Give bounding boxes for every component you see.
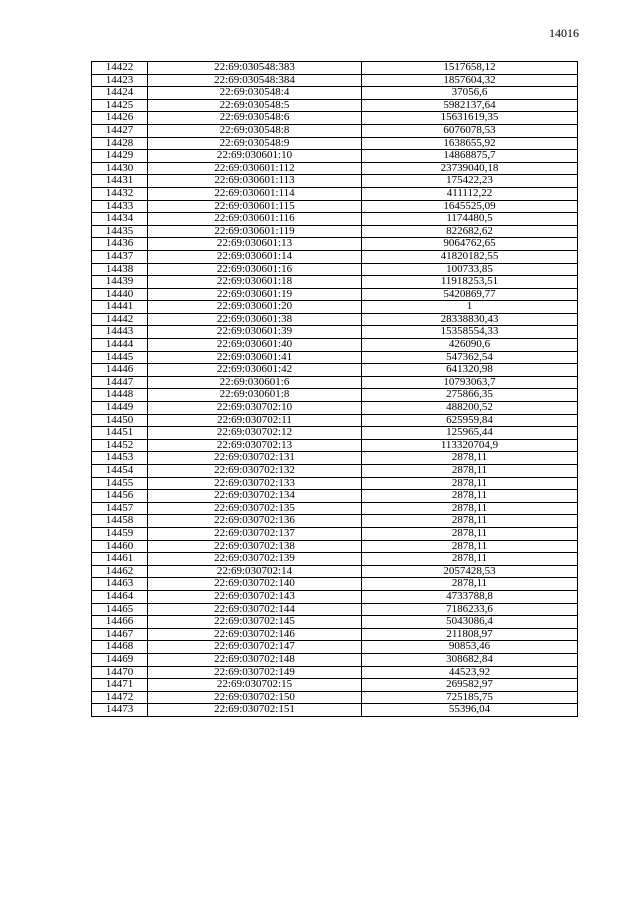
table-row: [92, 527, 578, 540]
table-body: [92, 62, 578, 717]
value-cell: 2878,11: [362, 490, 578, 503]
row-number-cell: 14428: [92, 137, 148, 150]
row-number-cell: 14470: [92, 666, 148, 679]
cadastral-number-cell: 22:69:030702:147: [148, 641, 362, 654]
value-cell: 308682,84: [362, 653, 578, 666]
row-number-cell: 14467: [92, 628, 148, 641]
cadastral-number-cell: 22:69:030601:10: [148, 150, 362, 163]
row-number-cell: 14457: [92, 502, 148, 515]
table-row: [92, 339, 578, 352]
cadastral-number-cell: 22:69:030601:38: [148, 313, 362, 326]
cadastral-number-cell: 22:69:030702:148: [148, 653, 362, 666]
cadastral-number-cell: 22:69:030702:136: [148, 515, 362, 528]
value-cell: 44523,92: [362, 666, 578, 679]
cadastral-number-cell: 22:69:030702:146: [148, 628, 362, 641]
value-cell: 2878,11: [362, 527, 578, 540]
cadastral-number-cell: 22:69:030548:6: [148, 112, 362, 125]
table-row: [92, 515, 578, 528]
table-row: [92, 616, 578, 629]
table-row: [92, 477, 578, 490]
value-cell: 15358554,33: [362, 326, 578, 339]
row-number-cell: 14449: [92, 402, 148, 415]
cadastral-number-cell: 22:69:030601:6: [148, 376, 362, 389]
value-cell: 10793063,7: [362, 376, 578, 389]
table-row: [92, 301, 578, 314]
row-number-cell: 14456: [92, 490, 148, 503]
table-row: [92, 452, 578, 465]
row-number-cell: 14426: [92, 112, 148, 125]
cadastral-number-cell: 22:69:030601:14: [148, 250, 362, 263]
cadastral-number-cell: 22:69:030601:116: [148, 213, 362, 226]
row-number-cell: 14448: [92, 389, 148, 402]
cadastral-number-cell: 22:69:030601:39: [148, 326, 362, 339]
value-cell: 175422,23: [362, 175, 578, 188]
value-cell: 9064762,65: [362, 238, 578, 251]
table-row: [92, 704, 578, 717]
table-row: [92, 351, 578, 364]
table-row: [92, 187, 578, 200]
table-row: [92, 691, 578, 704]
cadastral-number-cell: 22:69:030702:15: [148, 679, 362, 692]
cadastral-number-cell: 22:69:030702:150: [148, 691, 362, 704]
row-number-cell: 14451: [92, 427, 148, 440]
value-cell: 41820182,55: [362, 250, 578, 263]
table-row: [92, 679, 578, 692]
table-row: [92, 653, 578, 666]
row-number-cell: 14453: [92, 452, 148, 465]
table-row: [92, 364, 578, 377]
table-row: [92, 565, 578, 578]
row-number-cell: 14424: [92, 87, 148, 100]
cadastral-number-cell: 22:69:030601:42: [148, 364, 362, 377]
cadastral-number-cell: 22:69:030601:8: [148, 389, 362, 402]
table-row: [92, 553, 578, 566]
row-number-cell: 14471: [92, 679, 148, 692]
cadastral-number-cell: 22:69:030601:18: [148, 276, 362, 289]
table-row: [92, 200, 578, 213]
cadastral-number-cell: 22:69:030601:16: [148, 263, 362, 276]
value-cell: 1517658,12: [362, 62, 578, 75]
cadastral-number-cell: 22:69:030702:134: [148, 490, 362, 503]
cadastral-number-cell: 22:69:030702:131: [148, 452, 362, 465]
row-number-cell: 14445: [92, 351, 148, 364]
table-row: [92, 263, 578, 276]
value-cell: 2057428,53: [362, 565, 578, 578]
cadastral-number-cell: 22:69:030702:133: [148, 477, 362, 490]
cadastral-number-cell: 22:69:030601:13: [148, 238, 362, 251]
cadastral-number-cell: 22:69:030601:119: [148, 225, 362, 238]
cadastral-number-cell: 22:69:030702:151: [148, 704, 362, 717]
table-row: [92, 99, 578, 112]
value-cell: 14868875,7: [362, 150, 578, 163]
value-cell: 211808,97: [362, 628, 578, 641]
table-row: [92, 62, 578, 75]
value-cell: 55396,04: [362, 704, 578, 717]
value-cell: 488200,52: [362, 402, 578, 415]
cadastral-number-cell: 22:69:030601:41: [148, 351, 362, 364]
row-number-cell: 14439: [92, 276, 148, 289]
cadastral-number-cell: 22:69:030601:115: [148, 200, 362, 213]
value-cell: 2878,11: [362, 515, 578, 528]
value-cell: 6076078,53: [362, 124, 578, 137]
row-number-cell: 14464: [92, 590, 148, 603]
cadastral-number-cell: 22:69:030702:10: [148, 402, 362, 415]
value-cell: 4733788,8: [362, 590, 578, 603]
value-cell: 5982137,64: [362, 99, 578, 112]
table-row: [92, 603, 578, 616]
row-number-cell: 14442: [92, 313, 148, 326]
cadastral-number-cell: 22:69:030702:145: [148, 616, 362, 629]
value-cell: 90853,46: [362, 641, 578, 654]
cadastral-number-cell: 22:69:030702:139: [148, 553, 362, 566]
row-number-cell: 14461: [92, 553, 148, 566]
value-cell: 2878,11: [362, 477, 578, 490]
cadastral-number-cell: 22:69:030702:14: [148, 565, 362, 578]
row-number-cell: 14469: [92, 653, 148, 666]
value-cell: 2878,11: [362, 452, 578, 465]
cadastral-number-cell: 22:69:030702:132: [148, 465, 362, 478]
table-row: [92, 414, 578, 427]
value-cell: 2878,11: [362, 578, 578, 591]
table-row: [92, 326, 578, 339]
row-number-cell: 14422: [92, 62, 148, 75]
cadastral-number-cell: 22:69:030702:11: [148, 414, 362, 427]
value-cell: 125965,44: [362, 427, 578, 440]
row-number-cell: 14473: [92, 704, 148, 717]
table-row: [92, 490, 578, 503]
value-cell: 28338830,43: [362, 313, 578, 326]
table-row: [92, 628, 578, 641]
value-cell: 2878,11: [362, 465, 578, 478]
row-number-cell: 14443: [92, 326, 148, 339]
value-cell: 1174480,5: [362, 213, 578, 226]
page-number: 14016: [549, 26, 579, 40]
table-row: [92, 124, 578, 137]
value-cell: 725185,75: [362, 691, 578, 704]
value-cell: 641320,98: [362, 364, 578, 377]
cadastral-number-cell: 22:69:030702:135: [148, 502, 362, 515]
row-number-cell: 14450: [92, 414, 148, 427]
row-number-cell: 14431: [92, 175, 148, 188]
cadastral-number-cell: 22:69:030702:13: [148, 439, 362, 452]
row-number-cell: 14465: [92, 603, 148, 616]
row-number-cell: 14446: [92, 364, 148, 377]
table-row: [92, 213, 578, 226]
cadastral-number-cell: 22:69:030548:8: [148, 124, 362, 137]
cadastral-number-cell: 22:69:030548:9: [148, 137, 362, 150]
table-row: [92, 389, 578, 402]
row-number-cell: 14468: [92, 641, 148, 654]
cadastral-number-cell: 22:69:030702:137: [148, 527, 362, 540]
cadastral-number-cell: 22:69:030702:144: [148, 603, 362, 616]
cadastral-number-cell: 22:69:030601:112: [148, 162, 362, 175]
value-cell: 547362,54: [362, 351, 578, 364]
table-row: [92, 578, 578, 591]
cadastral-number-cell: 22:69:030548:384: [148, 74, 362, 87]
table-row: [92, 402, 578, 415]
row-number-cell: 14447: [92, 376, 148, 389]
row-number-cell: 14459: [92, 527, 148, 540]
row-number-cell: 14460: [92, 540, 148, 553]
value-cell: 5420869,77: [362, 288, 578, 301]
cadastral-number-cell: 22:69:030548:383: [148, 62, 362, 75]
table-row: [92, 540, 578, 553]
cadastral-number-cell: 22:69:030702:140: [148, 578, 362, 591]
value-cell: 625959,84: [362, 414, 578, 427]
table-row: [92, 590, 578, 603]
row-number-cell: 14440: [92, 288, 148, 301]
table-row: [92, 150, 578, 163]
row-number-cell: 14427: [92, 124, 148, 137]
row-number-cell: 14466: [92, 616, 148, 629]
cadastral-number-cell: 22:69:030601:113: [148, 175, 362, 188]
table-row: [92, 465, 578, 478]
table-row: [92, 439, 578, 452]
row-number-cell: 14472: [92, 691, 148, 704]
cadastral-number-cell: 22:69:030702:138: [148, 540, 362, 553]
table-row: [92, 74, 578, 87]
row-number-cell: 14455: [92, 477, 148, 490]
cadastral-number-cell: 22:69:030548:5: [148, 99, 362, 112]
value-cell: 100733,85: [362, 263, 578, 276]
cadastral-number-cell: 22:69:030548:4: [148, 87, 362, 100]
cadastral-number-cell: 22:69:030702:149: [148, 666, 362, 679]
row-number-cell: 14454: [92, 465, 148, 478]
row-number-cell: 14429: [92, 150, 148, 163]
table-row: [92, 175, 578, 188]
value-cell: 5043086,4: [362, 616, 578, 629]
row-number-cell: 14425: [92, 99, 148, 112]
row-number-cell: 14430: [92, 162, 148, 175]
row-number-cell: 14432: [92, 187, 148, 200]
value-cell: 2878,11: [362, 502, 578, 515]
value-cell: 2878,11: [362, 553, 578, 566]
row-number-cell: 14436: [92, 238, 148, 251]
row-number-cell: 14458: [92, 515, 148, 528]
value-cell: 1857604,32: [362, 74, 578, 87]
table-row: [92, 666, 578, 679]
table-row: [92, 376, 578, 389]
value-cell: 1638655,92: [362, 137, 578, 150]
row-number-cell: 14462: [92, 565, 148, 578]
value-cell: 411112,22: [362, 187, 578, 200]
table-row: [92, 313, 578, 326]
value-cell: 113320704,9: [362, 439, 578, 452]
value-cell: 426090,6: [362, 339, 578, 352]
value-cell: 37056,6: [362, 87, 578, 100]
table-row: [92, 87, 578, 100]
row-number-cell: 14452: [92, 439, 148, 452]
row-number-cell: 14423: [92, 74, 148, 87]
cadastral-number-cell: 22:69:030601:40: [148, 339, 362, 352]
cadastral-number-cell: 22:69:030601:20: [148, 301, 362, 314]
value-cell: 7186233,6: [362, 603, 578, 616]
table-row: [92, 225, 578, 238]
value-cell: 15631619,35: [362, 112, 578, 125]
table-row: [92, 250, 578, 263]
value-cell: 822682,62: [362, 225, 578, 238]
cadastral-number-cell: 22:69:030601:19: [148, 288, 362, 301]
value-cell: 1: [362, 301, 578, 314]
row-number-cell: 14438: [92, 263, 148, 276]
table-row: [92, 112, 578, 125]
row-number-cell: 14435: [92, 225, 148, 238]
row-number-cell: 14437: [92, 250, 148, 263]
table-row: [92, 162, 578, 175]
cadastral-number-cell: 22:69:030702:12: [148, 427, 362, 440]
table-row: [92, 238, 578, 251]
table-row: [92, 641, 578, 654]
cadastral-number-cell: 22:69:030702:143: [148, 590, 362, 603]
value-cell: 275866,35: [362, 389, 578, 402]
cadastral-value-table: [91, 61, 578, 717]
row-number-cell: 14433: [92, 200, 148, 213]
cadastral-number-cell: 22:69:030601:114: [148, 187, 362, 200]
value-cell: 23739040,18: [362, 162, 578, 175]
row-number-cell: 14463: [92, 578, 148, 591]
row-number-cell: 14444: [92, 339, 148, 352]
row-number-cell: 14434: [92, 213, 148, 226]
value-cell: 269582,97: [362, 679, 578, 692]
table-row: [92, 137, 578, 150]
value-cell: 11918253,51: [362, 276, 578, 289]
table-row: [92, 427, 578, 440]
table-row: [92, 288, 578, 301]
value-cell: 1645525,09: [362, 200, 578, 213]
table-row: [92, 276, 578, 289]
table-row: [92, 502, 578, 515]
value-cell: 2878,11: [362, 540, 578, 553]
row-number-cell: 14441: [92, 301, 148, 314]
